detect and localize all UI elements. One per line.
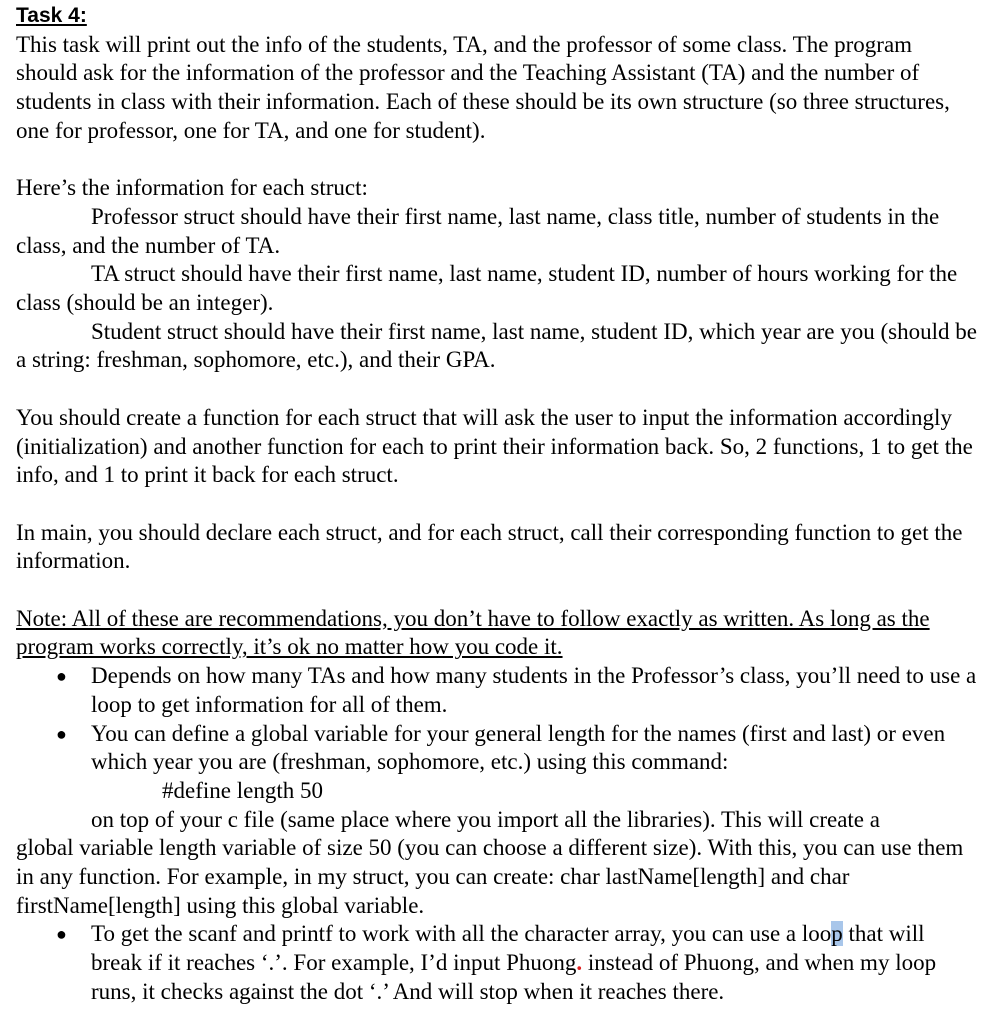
bullet-text-define: You can define a global variable for your general length for the names (first and last) or even which year you are (freshman, sophomore, etc.) using this command: xyxy=(91,720,946,775)
list-item xyxy=(16,662,978,719)
note-paragraph: Note: All of these are recommendations, you don’t have to follow exactly as written. As long as the program works correctly, it’s ok no matter how you code it. xyxy=(16,605,930,660)
red-dot-mark: . xyxy=(576,950,583,976)
bullet-icon: ● xyxy=(56,666,67,687)
text-cursor-highlight: p xyxy=(831,921,843,947)
define-continuation-paragraph: global variable length variable of size 50 (you can choose a different size). With this, you can use them in any function. For example, in my struct, you can create: char lastName[length] and char firstName[length] using this global variable. xyxy=(16,835,964,918)
list-item xyxy=(16,920,978,1006)
bullet-icon: ● xyxy=(56,723,67,744)
list-item xyxy=(16,720,978,777)
functions-paragraph: You should create a function for each struct that will ask the user to input the information accordingly (initialization) and another function for each to print their information back. So, 2 functions, 1 to get the info, and 1 to print it back for each struct. xyxy=(16,404,973,488)
paragraph-gap xyxy=(16,576,978,605)
bullet-text-scanf-part2: that will break if it reaches ‘.’. For example, I’d input Phuong xyxy=(91,921,925,976)
paragraph-gap xyxy=(16,146,978,175)
recommendation-list xyxy=(16,662,978,777)
main-paragraph: In main, you should declare each struct, and for each struct, call their corresponding function to get the information. xyxy=(16,519,963,574)
struct-student-paragraph: Student struct should have their first name, last name, student ID, which year are you (should be a string: freshman, sophomore, etc.), and their GPA. xyxy=(16,318,977,373)
paragraph-gap xyxy=(16,375,978,404)
bullet-icon: ● xyxy=(56,924,67,945)
struct-professor-paragraph: Professor struct should have their first name, last name, class title, number of students in the class, and the number of TA. xyxy=(16,203,940,258)
recommendation-list-continued xyxy=(16,920,978,1006)
bullet-text-scanf-part3: instead of Phuong, and when my loop runs, it checks against the dot ‘.’ And will stop when it reaches there. xyxy=(91,950,937,1004)
bullet-text-scanf-part1: To get the scanf and printf to work with all the character array, you can use a loo xyxy=(91,921,832,947)
struct-intro: Here’s the information for each struct: xyxy=(16,175,368,201)
struct-ta-paragraph: TA struct should have their first name, last name, student ID, number of hours working for the class (should be an integer). xyxy=(16,261,958,316)
task-heading: Task 4: xyxy=(16,4,87,27)
define-continuation-line: on top of your c file (same place where you import all the libraries). This will create a xyxy=(91,806,880,832)
define-code-line: #define length 50 xyxy=(162,777,323,803)
bullet-text-loop: Depends on how many TAs and how many students in the Professor’s class, you’ll need to use a loop to get information for all of them. xyxy=(91,663,977,717)
intro-paragraph: This task will print out the info of the students, TA, and the professor of some class. The program should ask for the information of the professor and the Teaching Assistant (TA) and the number of students in class with their information. Each of these should be its own structure (so three structures, one for professor, one for TA, and one for student). xyxy=(16,31,950,143)
paragraph-gap xyxy=(16,490,978,519)
bullet-text-scanf xyxy=(91,921,936,1003)
document-page xyxy=(16,2,978,1007)
